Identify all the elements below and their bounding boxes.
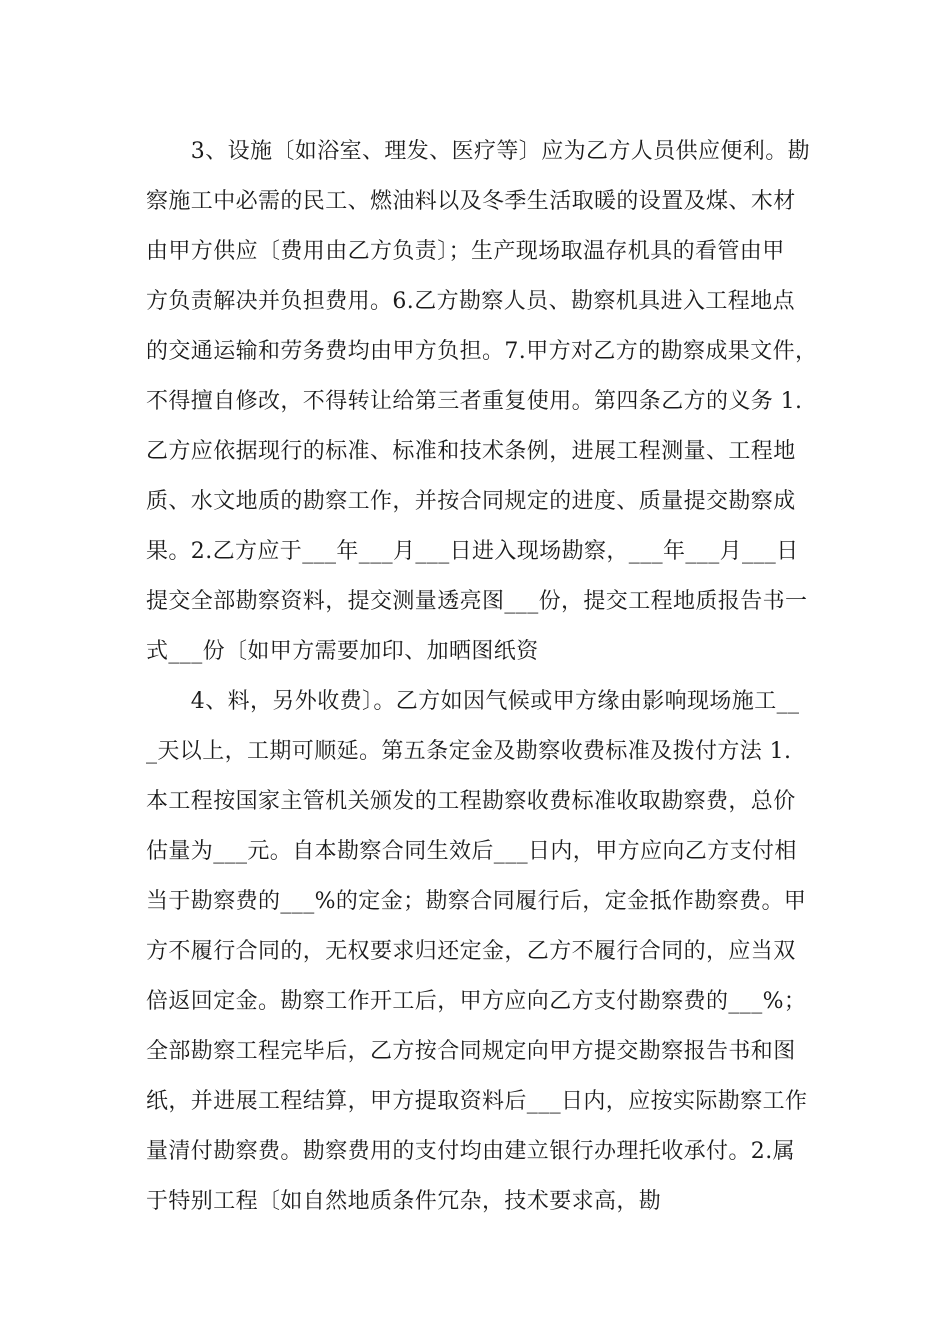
text-line: 由甲方供应〔费用由乙方负责〕；生产现场取温存机具的看管由甲 [146,239,785,264]
text-line: 4、料，另外收费〕。乙方如因气候或甲方缘由影响现场施工__ [146,689,800,714]
paragraph-4 [146,677,826,1227]
text-line: 本工程按国家主管机关颁发的工程勘察收费标准收取勘察费，总价 [146,789,796,814]
paragraph-3 [146,127,826,677]
text-line: 的交通运输和劳务费均由甲方负担。7.甲方对乙方的勘察成果文件， [146,339,818,364]
text-line: 方负责解决并负担费用。6.乙方勘察人员、勘察机具进入工程地点 [146,289,795,314]
text-line: 全部勘察工程完毕后，乙方按合同规定向甲方提交勘察报告书和图 [146,1039,796,1064]
text-line: 纸，并进展工程结算，甲方提取资料后___日内，应按实际勘察工作 [146,1089,808,1114]
text-line: 式___份〔如甲方需要加印、加晒图纸资 [146,639,539,664]
text-line: 质、水文地质的勘察工作，并按合同规定的进度、质量提交勘察成 [146,489,796,514]
text-line: 于特别工程〔如自然地质条件冗杂，技术要求高，勘 [146,1189,662,1214]
text-line: _天以上，工期可顺延。第五条定金及勘察收费标准及拨付方法 1. [146,739,792,764]
text-line: 倍返回定金。勘察工作开工后，甲方应向乙方支付勘察费的___%； [146,989,807,1014]
text-line: 量清付勘察费。勘察费用的支付均由建立银行办理托收承付。2.属 [146,1139,795,1164]
text-line: 3、设施〔如浴室、理发、医疗等〕应为乙方人员供应便利。勘 [146,139,810,164]
text-line: 乙方应依据现行的标准、标准和技术条例，进展工程测量、工程地 [146,439,796,464]
text-line: 不得擅自修改，不得转让给第三者重复使用。第四条乙方的义务 1. [146,389,803,414]
text-line: 提交全部勘察资料，提交测量透亮图___份，提交工程地质报告书一 [146,589,808,614]
text-line: 果。2.乙方应于___年___月___日进入现场勘察，___年___月___日 [146,539,799,564]
text-line: 方不履行合同的，无权要求归还定金，乙方不履行合同的，应当双 [146,939,796,964]
text-line: 察施工中必需的民工、燃油料以及冬季生活取暖的设置及煤、木材 [146,189,796,214]
text-line: 估量为___元。自本勘察合同生效后___日内，甲方应向乙方支付相 [146,839,797,864]
text-line: 当于勘察费的___%的定金；勘察合同履行后，定金抵作勘察费。甲 [146,889,807,914]
